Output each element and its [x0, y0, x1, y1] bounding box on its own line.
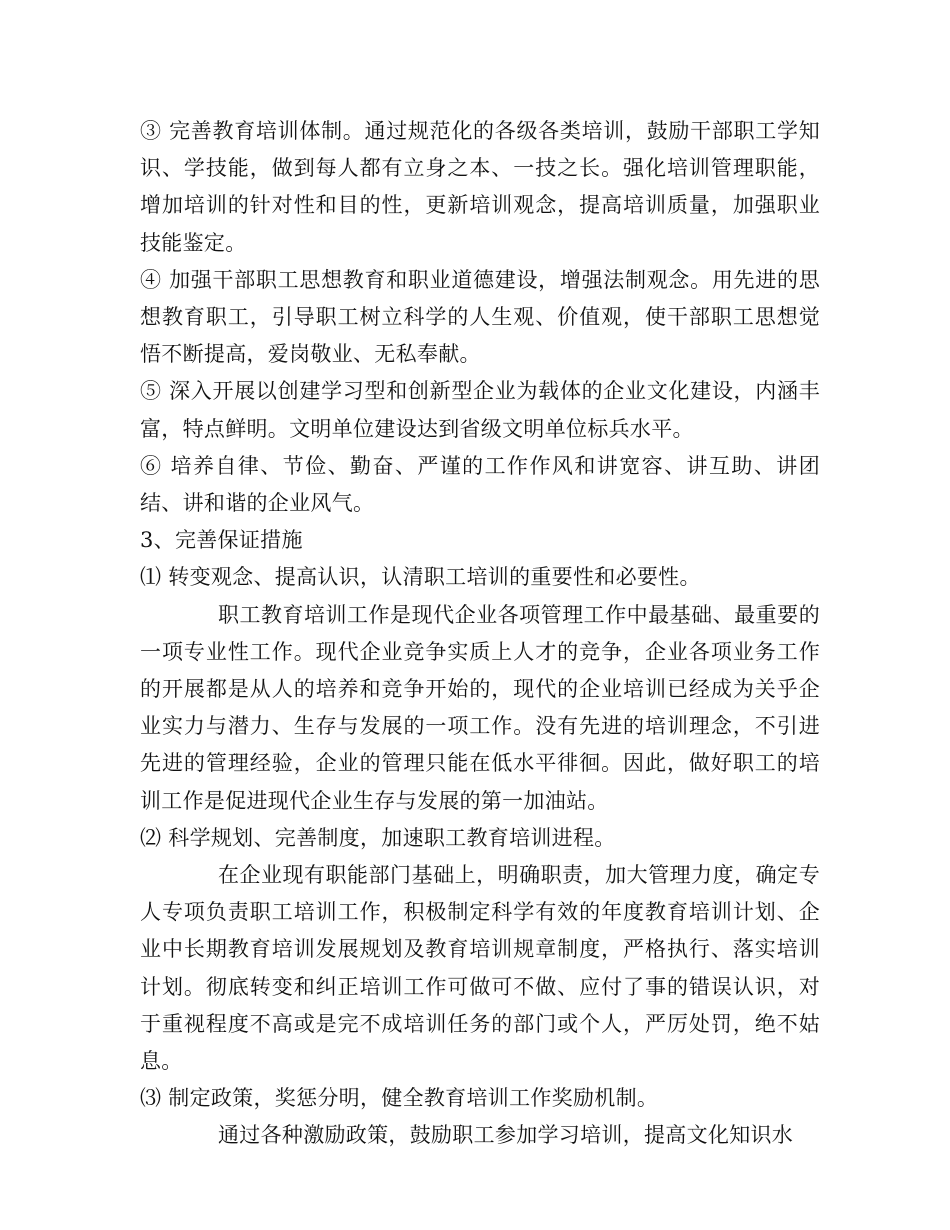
- list-item-5: ⑤ 深入开展以创建学习型和创新型企业为载体的企业文化建设，内涵丰富，特点鲜明。文明单位建设达到省级文明单位标兵水平。: [140, 379, 820, 441]
- list-item-4: ④ 加强干部职工思想教育和职业道德建设，增强法制观念。用先进的思想教育职工，引导职工树立科学的人生观、价值观，使干部职工思想觉悟不断提高，爱岗敬业、无私奉献。: [140, 267, 820, 367]
- body-paragraph-3: 通过各种激励政策，鼓励职工参加学习培训，提高文化知识水: [218, 1123, 794, 1148]
- subheading-2: ⑵ 科学规划、完善制度，加速职工教育培训进程。: [140, 825, 616, 850]
- subheading-3: ⑶ 制定政策，奖惩分明，健全教育培训工作奖励机制。: [140, 1086, 659, 1111]
- list-item-3: ③ 完善教育培训体制。通过规范化的各级各类培训，鼓励干部职工学知识、学技能，做到每人都有立身之本、一技之长。强化培训管理职能，增加培训的针对性和目的性，更新培训观念，提高培训质量，加强职业技能鉴定。: [140, 119, 820, 255]
- section-heading: 3、完善保证措施: [140, 528, 303, 553]
- body-paragraph-1: 职工教育培训工作是现代企业各项管理工作中最基础、最重要的一项专业性工作。现代企业竞争实质上人才的竞争，企业各项业务工作的开展都是从人的培养和竞争开始的，现代的企业培训已经成为关乎企业实力与潜力、生存与发展的一项工作。没有先进的培训理念，不引进先进的管理经验，企业的管理只能在低水平徘徊。因此，做好职工的培训工作是促进现代企业生存与发展的第一加油站。: [140, 602, 820, 813]
- subheading-1: ⑴ 转变观念、提高认识，认清职工培训的重要性和必要性。: [140, 565, 701, 590]
- body-paragraph-2: 在企业现有职能部门基础上，明确职责，加大管理力度，确定专人专项负责职工培训工作，积极制定科学有效的年度教育培训计划、企业中长期教育培训发展规划及教育培训规章制度，严格执行、落实培训计划。彻底转变和纠正培训工作可做可不做、应付了事的错误认识，对于重视程度不高或是完不成培训任务的部门或个人，严厉处罚，绝不姑息。: [140, 863, 820, 1074]
- document-page: [140, 113, 820, 1155]
- list-item-6: ⑥ 培养自律、节俭、勤奋、严谨的工作作风和讲宽容、讲互助、讲团结、讲和谐的企业风气。: [140, 453, 820, 516]
